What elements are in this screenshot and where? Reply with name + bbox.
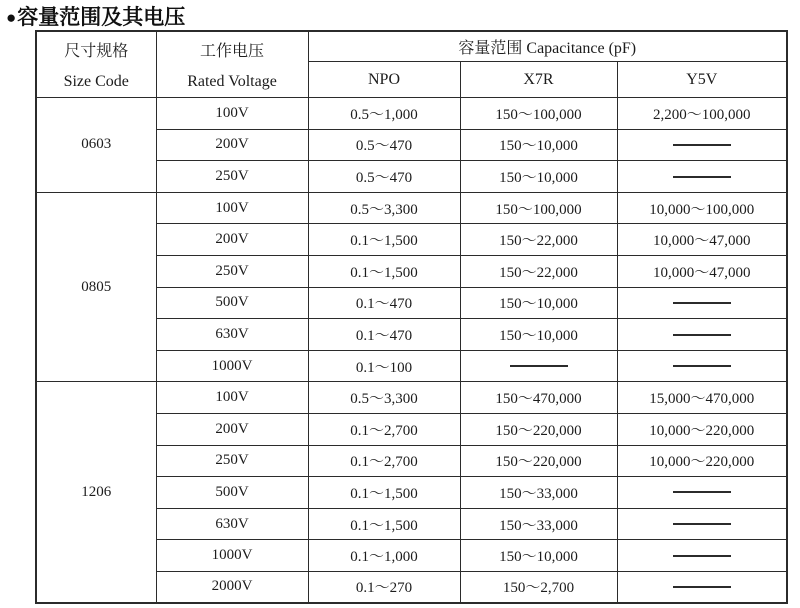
- dash-line: [673, 302, 731, 304]
- x7r-cell: 150～100,000: [460, 98, 617, 130]
- dash-cell: [617, 129, 787, 161]
- x7r-cell: 150～33,000: [460, 477, 617, 509]
- x7r-cell: 150～100,000: [460, 192, 617, 224]
- size-code-cell: 0603: [36, 98, 156, 193]
- npo-cell: 0.1～2,700: [308, 413, 460, 445]
- page-title: [6, 1, 185, 31]
- size-code-cell: 1206: [36, 382, 156, 603]
- rated-voltage-cell: 500V: [156, 287, 308, 319]
- npo-cell: 0.1～1,500: [308, 255, 460, 287]
- rated-voltage-cell: 2000V: [156, 571, 308, 603]
- rated-voltage-cell: 250V: [156, 161, 308, 193]
- npo-cell: 0.5～3,300: [308, 192, 460, 224]
- rated-voltage-cell: 250V: [156, 255, 308, 287]
- table-row: [36, 382, 787, 414]
- dash-line: [673, 491, 731, 493]
- y5v-cell: 10,000～220,000: [617, 445, 787, 477]
- x7r-cell: 150～10,000: [460, 161, 617, 193]
- rated-voltage-cell: 250V: [156, 445, 308, 477]
- dash-line: [673, 555, 731, 557]
- rated-voltage-cell: 100V: [156, 192, 308, 224]
- table-row: [36, 98, 787, 130]
- dash-line: [673, 365, 731, 367]
- header-x7r: X7R: [460, 62, 617, 98]
- y5v-cell: 2,200～100,000: [617, 98, 787, 130]
- y5v-cell: 15,000～470,000: [617, 382, 787, 414]
- rated-voltage-cell: 1000V: [156, 540, 308, 572]
- x7r-cell: 150～10,000: [460, 540, 617, 572]
- table-row: [36, 192, 787, 224]
- header-rated-voltage: [156, 31, 308, 98]
- rated-voltage-cell: 100V: [156, 98, 308, 130]
- rated-voltage-cell: 500V: [156, 477, 308, 509]
- npo-cell: 0.1～1,500: [308, 477, 460, 509]
- header-size-code-cn: 尺寸规格: [64, 43, 129, 60]
- npo-cell: 0.1～1,500: [308, 224, 460, 256]
- dash-cell: [617, 540, 787, 572]
- x7r-cell: 150～10,000: [460, 129, 617, 161]
- dash-cell: [617, 161, 787, 193]
- x7r-cell: 150～10,000: [460, 319, 617, 351]
- dash-cell: [460, 350, 617, 382]
- npo-cell: 0.5～3,300: [308, 382, 460, 414]
- size-code-cell: 0805: [36, 192, 156, 382]
- bullet-icon: ●: [6, 8, 17, 27]
- dash-line: [673, 144, 731, 146]
- dash-cell: [617, 477, 787, 509]
- npo-cell: 0.1～470: [308, 319, 460, 351]
- rated-voltage-cell: 630V: [156, 508, 308, 540]
- header-rated-voltage-en: Rated Voltage: [187, 73, 277, 90]
- dash-cell: [617, 508, 787, 540]
- x7r-cell: 150～220,000: [460, 445, 617, 477]
- y5v-cell: 10,000～47,000: [617, 224, 787, 256]
- npo-cell: 0.5～470: [308, 129, 460, 161]
- npo-cell: 0.1～100: [308, 350, 460, 382]
- dash-line: [673, 334, 731, 336]
- npo-cell: 0.1～270: [308, 571, 460, 603]
- npo-cell: 0.1～1,000: [308, 540, 460, 572]
- x7r-cell: 150～33,000: [460, 508, 617, 540]
- npo-cell: 0.1～1,500: [308, 508, 460, 540]
- header-size-code-en: Size Code: [63, 73, 129, 90]
- dash-line: [673, 176, 731, 178]
- dash-line: [673, 523, 731, 525]
- x7r-cell: 150～22,000: [460, 255, 617, 287]
- rated-voltage-cell: 100V: [156, 382, 308, 414]
- npo-cell: 0.1～2,700: [308, 445, 460, 477]
- dash-line: [510, 365, 568, 367]
- x7r-cell: 150～2,700: [460, 571, 617, 603]
- dash-cell: [617, 350, 787, 382]
- x7r-cell: 150～22,000: [460, 224, 617, 256]
- npo-cell: 0.5～470: [308, 161, 460, 193]
- page-title-text: 容量范围及其电压: [17, 5, 186, 29]
- header-capacitance-range: 容量范围 Capacitance (pF): [308, 31, 787, 62]
- rated-voltage-cell: 200V: [156, 129, 308, 161]
- npo-cell: 0.5～1,000: [308, 98, 460, 130]
- header-npo: NPO: [308, 62, 460, 98]
- npo-cell: 0.1～470: [308, 287, 460, 319]
- header-y5v: Y5V: [617, 62, 787, 98]
- x7r-cell: 150～470,000: [460, 382, 617, 414]
- dash-cell: [617, 571, 787, 603]
- rated-voltage-cell: 200V: [156, 413, 308, 445]
- dash-cell: [617, 287, 787, 319]
- y5v-cell: 10,000～47,000: [617, 255, 787, 287]
- y5v-cell: 10,000～220,000: [617, 413, 787, 445]
- rated-voltage-cell: 630V: [156, 319, 308, 351]
- header-rated-voltage-cn: 工作电压: [199, 43, 264, 60]
- rated-voltage-cell: 200V: [156, 224, 308, 256]
- x7r-cell: 150～10,000: [460, 287, 617, 319]
- dash-line: [673, 586, 731, 588]
- rated-voltage-cell: 1000V: [156, 350, 308, 382]
- capacitance-range-table: [35, 30, 788, 604]
- x7r-cell: 150～220,000: [460, 413, 617, 445]
- header-size-code: [36, 31, 156, 98]
- table-body: [36, 98, 787, 604]
- header-row-1: [36, 31, 787, 62]
- y5v-cell: 10,000～100,000: [617, 192, 787, 224]
- dash-cell: [617, 319, 787, 351]
